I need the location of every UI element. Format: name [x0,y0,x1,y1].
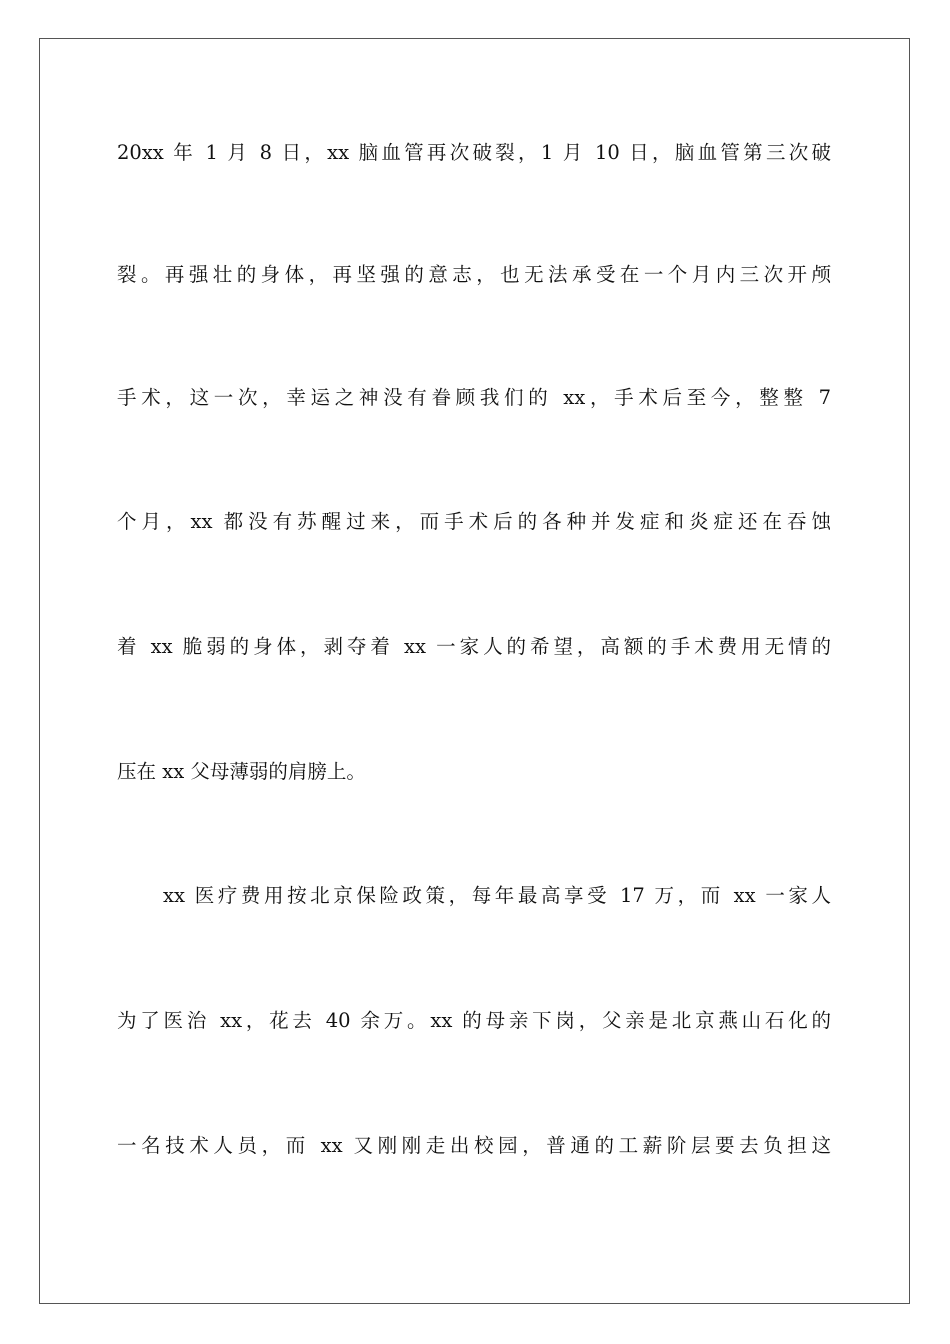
paragraph-line-2: 裂。再强壮的身体，再坚强的意志，也无法承受在一个月内三次开颅 [117,263,831,286]
paragraph-line-3: 手术，这一次，幸运之神没有眷顾我们的 xx，手术后至今，整整 7 [117,386,831,409]
page-border [39,38,910,1304]
paragraph-line-5: 着 xx 脆弱的身体，剥夺着 xx 一家人的希望，高额的手术费用无情的 [117,635,831,658]
paragraph-line-8: 为了医治 xx，花去 40 余万。xx 的母亲下岗，父亲是北京燕山石化的 [117,1009,831,1032]
paragraph-line-1: 20xx 年 1 月 8 日，xx 脑血管再次破裂，1 月 10 日，脑血管第三次破 [117,141,831,164]
paragraph-line-7: xx 医疗费用按北京保险政策，每年最高享受 17 万，而 xx 一家人 [163,884,831,907]
paragraph-line-9: 一名技术人员，而 xx 又刚刚走出校园，普通的工薪阶层要去负担这 [117,1134,831,1157]
paragraph-line-6: 压在 xx 父母薄弱的肩膀上。 [117,760,366,783]
paragraph-line-4: 个月，xx 都没有苏醒过来，而手术后的各种并发症和炎症还在吞蚀 [117,510,831,533]
